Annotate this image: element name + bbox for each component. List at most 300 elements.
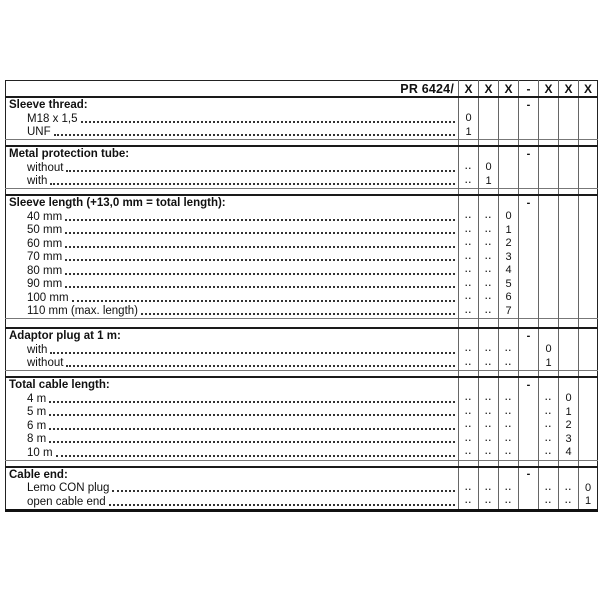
code-cell bbox=[459, 278, 479, 292]
code-cell bbox=[579, 305, 598, 319]
code-cell bbox=[499, 161, 519, 175]
placeholder-dots: .. bbox=[564, 495, 572, 506]
code-cell bbox=[479, 291, 499, 305]
dash-separator-cell: - bbox=[519, 195, 539, 210]
code-column-header: X bbox=[559, 81, 579, 98]
code-cell bbox=[479, 264, 499, 278]
code-cell: 4 bbox=[559, 446, 579, 460]
product-code-label: PR 6424/ bbox=[400, 81, 454, 96]
dash-separator-cell: - bbox=[519, 467, 539, 482]
option-desc-cell bbox=[6, 419, 459, 433]
code-cell bbox=[539, 377, 559, 392]
code-cell bbox=[479, 126, 499, 140]
placeholder-dots: .. bbox=[464, 237, 472, 248]
code-cell bbox=[559, 328, 579, 343]
dash-separator-cell bbox=[519, 291, 539, 305]
code-cell bbox=[539, 210, 559, 224]
code-cell bbox=[499, 433, 519, 447]
section-title: Adaptor plug at 1 m: bbox=[6, 328, 459, 343]
code-cell bbox=[479, 482, 499, 496]
code-cell bbox=[559, 377, 579, 392]
code-cell bbox=[539, 224, 559, 238]
code-cell bbox=[459, 495, 479, 510]
table-header-row bbox=[6, 81, 598, 98]
option-row bbox=[6, 419, 598, 433]
placeholder-dots: .. bbox=[484, 210, 492, 221]
option-label: without bbox=[27, 357, 64, 369]
section-title: Total cable length: bbox=[6, 377, 459, 392]
placeholder-dots: .. bbox=[464, 446, 472, 457]
code-cell bbox=[459, 305, 479, 319]
code-cell bbox=[539, 328, 559, 343]
code-cell bbox=[579, 195, 598, 210]
placeholder-dots: .. bbox=[504, 481, 512, 492]
code-cell bbox=[479, 357, 499, 371]
code-cell bbox=[499, 126, 519, 140]
placeholder-dots: .. bbox=[484, 419, 492, 430]
option-label: 70 mm bbox=[27, 251, 63, 263]
code-cell bbox=[459, 419, 479, 433]
ordering-code-table bbox=[5, 80, 598, 512]
code-cell bbox=[539, 291, 559, 305]
dotted-leader bbox=[65, 232, 455, 234]
code-cell bbox=[459, 264, 479, 278]
dash-separator-cell bbox=[519, 392, 539, 406]
option-desc-cell bbox=[6, 343, 459, 357]
option-row bbox=[6, 251, 598, 265]
option-label: M18 x 1,5 bbox=[27, 112, 78, 125]
code-cell bbox=[539, 392, 559, 406]
code-cell bbox=[479, 305, 499, 319]
code-cell bbox=[499, 495, 519, 510]
code-cell bbox=[459, 357, 479, 371]
code-cell bbox=[499, 343, 519, 357]
dotted-leader bbox=[112, 490, 455, 492]
section-header-row bbox=[6, 467, 598, 482]
placeholder-dots: .. bbox=[544, 432, 552, 443]
option-row bbox=[6, 495, 598, 510]
placeholder-dots: .. bbox=[544, 495, 552, 506]
code-cell bbox=[479, 343, 499, 357]
dotted-leader bbox=[72, 300, 455, 302]
code-cell bbox=[479, 377, 499, 392]
code-column-header: X bbox=[459, 81, 479, 98]
code-cell bbox=[579, 112, 598, 126]
placeholder-dots: .. bbox=[464, 481, 472, 492]
code-cell bbox=[459, 328, 479, 343]
code-cell bbox=[459, 224, 479, 238]
option-label: 80 mm bbox=[27, 264, 63, 277]
dotted-leader bbox=[65, 286, 455, 288]
section-title: Metal protection tube: bbox=[6, 146, 459, 161]
code-cell: 7 bbox=[499, 305, 519, 319]
code-cell bbox=[459, 97, 479, 112]
code-cell bbox=[579, 392, 598, 406]
code-cell bbox=[459, 482, 479, 496]
option-desc-cell bbox=[6, 237, 459, 251]
option-label: with bbox=[27, 343, 48, 356]
code-cell bbox=[539, 495, 559, 510]
code-cell: 0 bbox=[479, 161, 499, 175]
placeholder-dots: .. bbox=[484, 304, 492, 315]
dash-separator-cell: - bbox=[519, 146, 539, 161]
placeholder-dots: .. bbox=[544, 481, 552, 492]
section-header-row bbox=[6, 146, 598, 161]
code-cell bbox=[559, 305, 579, 319]
dotted-leader bbox=[66, 170, 455, 172]
option-row bbox=[6, 224, 598, 238]
placeholder-dots: .. bbox=[464, 343, 472, 354]
code-cell: 6 bbox=[499, 291, 519, 305]
dash-separator-cell bbox=[519, 343, 539, 357]
code-cell bbox=[539, 126, 559, 140]
code-cell bbox=[479, 195, 499, 210]
dotted-leader bbox=[49, 401, 455, 403]
code-cell bbox=[559, 161, 579, 175]
dash-separator-cell: - bbox=[519, 377, 539, 392]
code-cell bbox=[559, 278, 579, 292]
code-cell bbox=[539, 175, 559, 189]
placeholder-dots: .. bbox=[464, 304, 472, 315]
placeholder-dots: .. bbox=[464, 174, 472, 185]
option-label: 50 mm bbox=[27, 224, 63, 236]
dash-separator-cell: - bbox=[519, 328, 539, 343]
code-cell: 1 bbox=[479, 175, 499, 189]
code-cell bbox=[559, 175, 579, 189]
code-cell bbox=[559, 264, 579, 278]
code-cell bbox=[579, 146, 598, 161]
dotted-leader bbox=[65, 273, 455, 275]
code-cell bbox=[459, 251, 479, 265]
code-cell bbox=[459, 392, 479, 406]
code-cell: 5 bbox=[499, 278, 519, 292]
option-desc-cell bbox=[6, 446, 459, 460]
option-label: 6 m bbox=[27, 419, 47, 432]
code-cell bbox=[579, 251, 598, 265]
code-cell: 1 bbox=[459, 126, 479, 140]
code-cell bbox=[579, 264, 598, 278]
section-title: Cable end: bbox=[6, 467, 459, 482]
option-desc-cell bbox=[6, 224, 459, 238]
code-cell bbox=[459, 467, 479, 482]
option-desc-cell bbox=[6, 433, 459, 447]
code-cell bbox=[559, 357, 579, 371]
dash-separator-cell bbox=[519, 112, 539, 126]
code-cell: 3 bbox=[499, 251, 519, 265]
code-cell bbox=[479, 146, 499, 161]
placeholder-dots: .. bbox=[484, 446, 492, 457]
code-cell bbox=[499, 357, 519, 371]
code-cell bbox=[579, 175, 598, 189]
option-row bbox=[6, 126, 598, 140]
option-label: with bbox=[27, 175, 48, 187]
code-cell bbox=[579, 343, 598, 357]
code-cell: 0 bbox=[539, 343, 559, 357]
dotted-leader bbox=[66, 365, 455, 367]
code-cell bbox=[479, 419, 499, 433]
option-label: Lemo CON plug bbox=[27, 482, 110, 494]
placeholder-dots: .. bbox=[504, 356, 512, 367]
code-cell bbox=[479, 278, 499, 292]
dash-separator-cell bbox=[519, 406, 539, 420]
code-cell bbox=[459, 446, 479, 460]
code-cell bbox=[479, 392, 499, 406]
placeholder-dots: .. bbox=[544, 419, 552, 430]
dash-separator-cell bbox=[519, 224, 539, 238]
code-cell bbox=[559, 224, 579, 238]
code-cell bbox=[459, 291, 479, 305]
dotted-leader bbox=[81, 121, 456, 123]
option-desc-cell bbox=[6, 305, 459, 319]
placeholder-dots: .. bbox=[464, 210, 472, 221]
dotted-leader bbox=[49, 441, 455, 443]
code-cell: 4 bbox=[499, 264, 519, 278]
code-cell: 1 bbox=[579, 495, 598, 510]
code-cell bbox=[579, 433, 598, 447]
code-cell bbox=[539, 278, 559, 292]
code-column-header: X bbox=[499, 81, 519, 98]
code-cell: 0 bbox=[579, 482, 598, 496]
placeholder-dots: .. bbox=[484, 432, 492, 443]
dash-separator-cell bbox=[519, 210, 539, 224]
table-body bbox=[6, 97, 598, 510]
code-cell bbox=[539, 146, 559, 161]
code-cell bbox=[479, 433, 499, 447]
spacer-cell bbox=[579, 319, 598, 329]
placeholder-dots: .. bbox=[464, 277, 472, 288]
placeholder-dots: .. bbox=[564, 481, 572, 492]
code-cell bbox=[559, 291, 579, 305]
section-header-row bbox=[6, 195, 598, 210]
dash-separator-cell bbox=[519, 278, 539, 292]
dash-separator-cell bbox=[519, 251, 539, 265]
code-cell bbox=[499, 112, 519, 126]
code-cell: 0 bbox=[559, 392, 579, 406]
code-column-header: X bbox=[539, 81, 559, 98]
code-cell bbox=[499, 482, 519, 496]
code-cell bbox=[499, 175, 519, 189]
code-cell: 2 bbox=[499, 237, 519, 251]
dotted-leader bbox=[141, 313, 455, 315]
dash-separator-cell bbox=[519, 446, 539, 460]
dash-separator-cell bbox=[519, 305, 539, 319]
option-row bbox=[6, 305, 598, 319]
code-cell bbox=[499, 377, 519, 392]
dash-separator-cell bbox=[519, 433, 539, 447]
code-cell bbox=[459, 406, 479, 420]
placeholder-dots: .. bbox=[504, 392, 512, 403]
option-desc-cell bbox=[6, 392, 459, 406]
option-desc-cell bbox=[6, 406, 459, 420]
code-cell bbox=[499, 146, 519, 161]
placeholder-dots: .. bbox=[464, 250, 472, 261]
code-cell bbox=[539, 161, 559, 175]
option-row bbox=[6, 433, 598, 447]
code-cell bbox=[559, 97, 579, 112]
code-column-header: - bbox=[519, 81, 539, 98]
dotted-leader bbox=[65, 259, 455, 261]
code-cell bbox=[479, 97, 499, 112]
dash-separator-cell bbox=[519, 482, 539, 496]
code-cell bbox=[579, 377, 598, 392]
spacer-cell bbox=[6, 319, 459, 329]
code-cell bbox=[459, 210, 479, 224]
placeholder-dots: .. bbox=[484, 356, 492, 367]
spacer-cell bbox=[499, 319, 519, 329]
option-label: 5 m bbox=[27, 406, 47, 418]
placeholder-dots: .. bbox=[504, 405, 512, 416]
code-cell bbox=[499, 195, 519, 210]
code-cell bbox=[479, 495, 499, 510]
placeholder-dots: .. bbox=[464, 405, 472, 416]
code-cell bbox=[539, 251, 559, 265]
code-cell bbox=[479, 112, 499, 126]
placeholder-dots: .. bbox=[484, 223, 492, 234]
placeholder-dots: .. bbox=[484, 277, 492, 288]
code-cell bbox=[459, 175, 479, 189]
section-title: Sleeve thread: bbox=[6, 97, 459, 112]
option-desc-cell bbox=[6, 210, 459, 224]
code-cell bbox=[459, 237, 479, 251]
code-cell bbox=[539, 237, 559, 251]
code-cell bbox=[539, 406, 559, 420]
code-cell bbox=[539, 482, 559, 496]
placeholder-dots: .. bbox=[544, 446, 552, 457]
code-cell: 1 bbox=[539, 357, 559, 371]
code-cell bbox=[579, 224, 598, 238]
code-cell bbox=[559, 210, 579, 224]
code-cell bbox=[459, 146, 479, 161]
dash-separator-cell bbox=[519, 161, 539, 175]
code-cell bbox=[559, 482, 579, 496]
option-desc-cell bbox=[6, 112, 459, 126]
code-cell bbox=[479, 210, 499, 224]
dash-separator-cell bbox=[519, 264, 539, 278]
code-cell bbox=[539, 305, 559, 319]
dash-separator-cell bbox=[519, 237, 539, 251]
code-cell bbox=[479, 406, 499, 420]
dash-separator-cell bbox=[519, 126, 539, 140]
option-label: 110 mm (max. length) bbox=[27, 305, 138, 317]
code-cell: 2 bbox=[559, 419, 579, 433]
placeholder-dots: .. bbox=[464, 356, 472, 367]
option-row bbox=[6, 482, 598, 496]
option-row bbox=[6, 446, 598, 460]
code-cell bbox=[539, 419, 559, 433]
option-label: 90 mm bbox=[27, 278, 63, 290]
code-cell bbox=[479, 446, 499, 460]
placeholder-dots: .. bbox=[484, 343, 492, 354]
option-row bbox=[6, 237, 598, 251]
code-cell bbox=[499, 97, 519, 112]
code-cell bbox=[579, 291, 598, 305]
placeholder-dots: .. bbox=[484, 405, 492, 416]
option-row bbox=[6, 343, 598, 357]
code-cell bbox=[579, 406, 598, 420]
placeholder-dots: .. bbox=[504, 446, 512, 457]
option-row bbox=[6, 175, 598, 189]
option-desc-cell bbox=[6, 291, 459, 305]
option-label: 10 m bbox=[27, 446, 53, 459]
option-row bbox=[6, 406, 598, 420]
option-label: 60 mm bbox=[27, 237, 63, 250]
section-header-row bbox=[6, 328, 598, 343]
option-desc-cell bbox=[6, 278, 459, 292]
code-column-header: X bbox=[479, 81, 499, 98]
option-label: open cable end bbox=[27, 495, 106, 508]
dotted-leader bbox=[56, 455, 455, 457]
spacer-cell bbox=[539, 319, 559, 329]
option-desc-cell bbox=[6, 495, 459, 510]
placeholder-dots: .. bbox=[484, 495, 492, 506]
code-cell bbox=[579, 467, 598, 482]
code-cell bbox=[559, 237, 579, 251]
placeholder-dots: .. bbox=[464, 495, 472, 506]
spacer-cell bbox=[479, 319, 499, 329]
code-cell: 0 bbox=[499, 210, 519, 224]
option-row bbox=[6, 264, 598, 278]
code-cell bbox=[579, 419, 598, 433]
code-cell bbox=[579, 126, 598, 140]
placeholder-dots: .. bbox=[484, 481, 492, 492]
placeholder-dots: .. bbox=[464, 392, 472, 403]
code-cell bbox=[559, 495, 579, 510]
option-desc-cell bbox=[6, 264, 459, 278]
placeholder-dots: .. bbox=[544, 405, 552, 416]
option-row bbox=[6, 392, 598, 406]
option-label: 40 mm bbox=[27, 210, 63, 223]
placeholder-dots: .. bbox=[544, 392, 552, 403]
code-cell bbox=[479, 328, 499, 343]
dash-separator-cell bbox=[519, 419, 539, 433]
option-label: 4 m bbox=[27, 392, 47, 405]
dotted-leader bbox=[65, 246, 455, 248]
placeholder-dots: .. bbox=[484, 250, 492, 261]
dash-separator-cell bbox=[519, 495, 539, 510]
dotted-leader bbox=[65, 219, 455, 221]
option-row bbox=[6, 210, 598, 224]
option-row bbox=[6, 357, 598, 371]
dotted-leader bbox=[50, 183, 455, 185]
dash-separator-cell: - bbox=[519, 97, 539, 112]
option-desc-cell bbox=[6, 175, 459, 189]
code-cell bbox=[499, 328, 519, 343]
code-cell bbox=[459, 195, 479, 210]
option-desc-cell bbox=[6, 161, 459, 175]
code-cell bbox=[559, 146, 579, 161]
code-cell bbox=[559, 195, 579, 210]
code-cell bbox=[539, 97, 559, 112]
placeholder-dots: .. bbox=[484, 264, 492, 275]
code-cell bbox=[499, 392, 519, 406]
option-desc-cell bbox=[6, 251, 459, 265]
section-header-row bbox=[6, 97, 598, 112]
option-desc-cell bbox=[6, 126, 459, 140]
code-cell bbox=[579, 357, 598, 371]
code-cell bbox=[499, 467, 519, 482]
dotted-leader bbox=[49, 428, 455, 430]
placeholder-dots: .. bbox=[464, 291, 472, 302]
code-cell bbox=[539, 446, 559, 460]
option-row bbox=[6, 278, 598, 292]
placeholder-dots: .. bbox=[504, 432, 512, 443]
code-cell bbox=[499, 419, 519, 433]
code-cell bbox=[559, 126, 579, 140]
code-column-header: X bbox=[579, 81, 598, 98]
code-cell bbox=[479, 251, 499, 265]
option-label: without bbox=[27, 161, 64, 174]
placeholder-dots: .. bbox=[464, 223, 472, 234]
